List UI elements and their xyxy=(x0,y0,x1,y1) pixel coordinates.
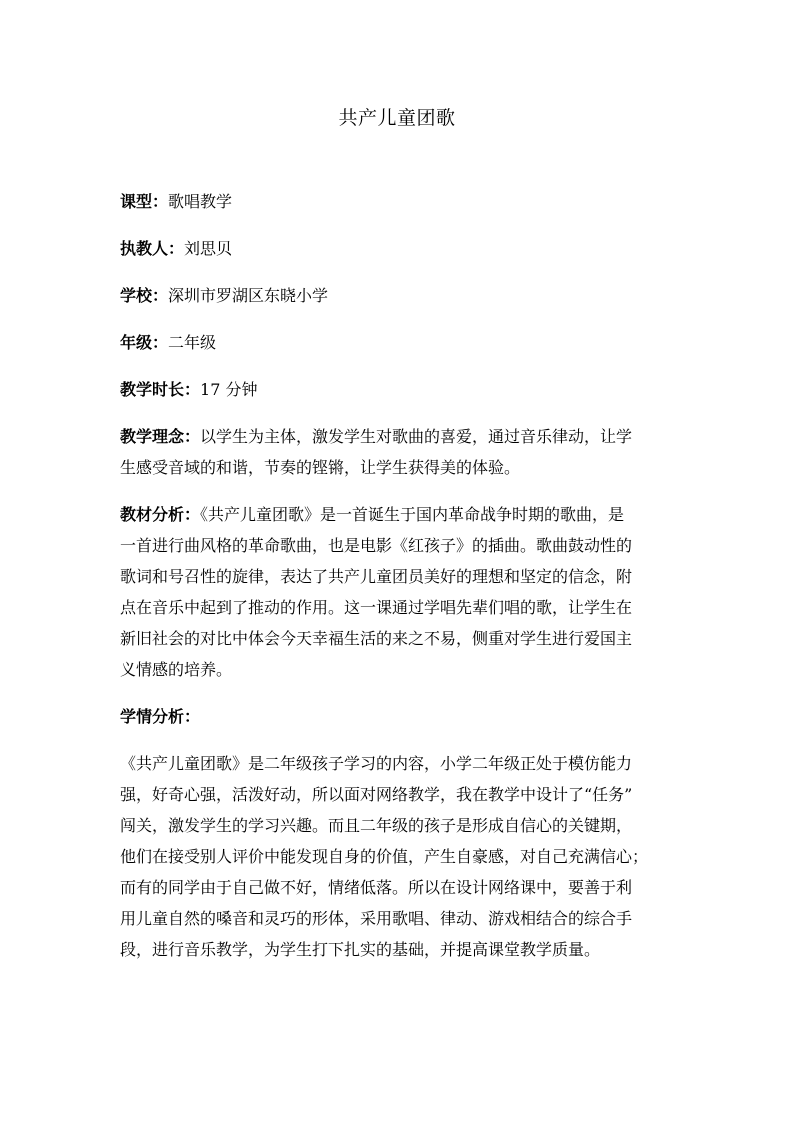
paragraph-line: 义情感的培养。 xyxy=(120,660,233,679)
field-grade xyxy=(120,327,680,358)
line-text: 《共产儿童团歌》是一首诞生于国内革命战争时期的歌曲，是 xyxy=(200,505,625,524)
paragraph-line: 强，好奇心强，活泼好动，所以面对网络教学，我在教学中设计了“任务” xyxy=(120,785,633,804)
line-text: 以学生为主体，激发学生对歌曲的喜爱，通过音乐律动，让学 xyxy=(200,427,633,446)
document-body xyxy=(120,186,680,981)
paragraph-line: 《共产儿童团歌》是二年级孩子学习的内容，小学二年级正处于模仿能力 xyxy=(120,754,633,773)
field-label: 学校： xyxy=(120,286,169,305)
section-label: 教学理念： xyxy=(120,427,201,446)
paragraph-line: 新旧社会的对比中体会今天幸福生活的来之不易，侧重对学生进行爱国主 xyxy=(120,629,633,648)
paragraph-line: 生感受音域的和谐，节奏的铿锵，让学生获得美的体验。 xyxy=(120,458,521,477)
section-label: 教材分析： xyxy=(120,505,201,524)
paragraph-line: 歌词和号召性的旋律，表达了共产儿童团员美好的理想和坚定的信念，附 xyxy=(120,567,633,586)
section-learner-analysis-heading xyxy=(120,701,680,732)
paragraph-line: 用儿童自然的嗓音和灵巧的形体，采用歌唱、律动、游戏相结合的综合手 xyxy=(120,909,633,928)
section-learner-analysis xyxy=(120,748,680,965)
field-label: 执教人： xyxy=(120,239,185,258)
paragraph-line: 点在音乐中起到了推动的作用。这一课通过学唱先辈们唱的歌，让学生在 xyxy=(120,598,633,617)
field-label: 教学时长： xyxy=(120,380,201,399)
page-title: 共产儿童团歌 xyxy=(338,107,456,129)
paragraph-line: 而有的同学由于自己做不好，情绪低落。所以在设计网络课中，要善于利 xyxy=(120,878,633,897)
field-value: 歌唱教学 xyxy=(168,192,233,211)
field-value: 刘思贝 xyxy=(184,239,233,258)
section-label: 学情分析： xyxy=(120,707,201,726)
section-teaching-philosophy xyxy=(120,421,680,483)
field-duration xyxy=(120,374,680,405)
field-value: 二年级 xyxy=(168,333,217,352)
paragraph-line: 段，进行音乐教学，为学生打下扎实的基础，并提高课堂教学质量。 xyxy=(120,940,601,959)
field-value: 17 分钟 xyxy=(200,380,258,399)
field-label: 课型： xyxy=(120,192,169,211)
paragraph-line: 一首进行曲风格的革命歌曲，也是电影《红孩子》的插曲。歌曲鼓动性的 xyxy=(120,536,633,555)
paragraph-line xyxy=(120,421,680,452)
paragraph-line xyxy=(120,499,680,530)
paragraph-line: 闯关，激发学生的学习兴趣。而且二年级的孩子是形成自信心的关键期， xyxy=(120,816,633,835)
field-school xyxy=(120,280,680,311)
field-value: 深圳市罗湖区东晓小学 xyxy=(168,286,329,305)
section-material-analysis xyxy=(120,499,680,685)
field-course-type xyxy=(120,186,680,217)
paragraph-line: 他们在接受别人评价中能发现自身的价值，产生自豪感，对自己充满信心； xyxy=(120,847,649,866)
field-teacher xyxy=(120,233,680,264)
field-label: 年级： xyxy=(120,333,169,352)
